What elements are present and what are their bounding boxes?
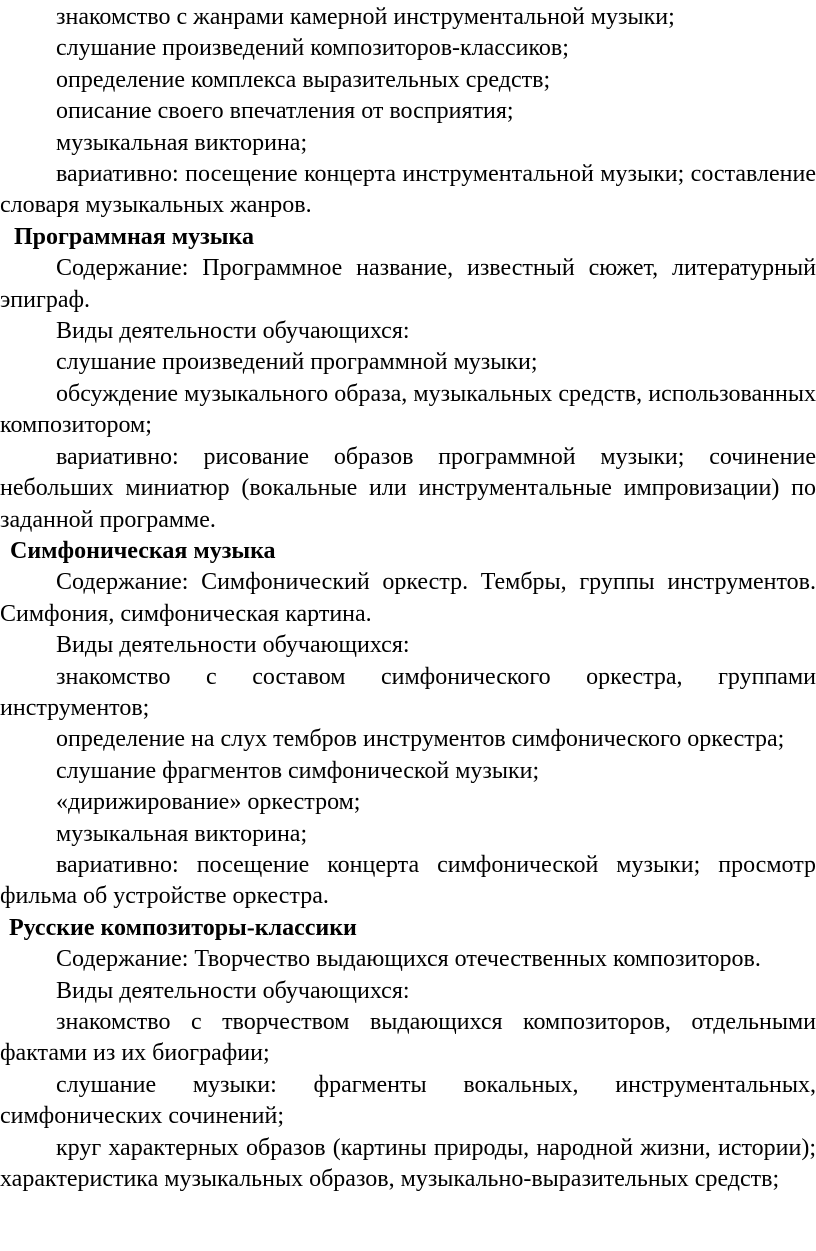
section-heading-russian-composers: Русские композиторы-классики [9, 914, 357, 941]
section-heading-program-music: Программная музыка [14, 223, 254, 250]
intro-paragraph: слушание произведений композиторов-классиков; [56, 35, 569, 62]
intro-paragraph: определение комплекса выразительных средств; [56, 66, 551, 93]
section-paragraph: обсуждение музыкального образа, музыкальных средств, использованных композитором; [0, 380, 816, 439]
section-paragraph: Виды деятельности обучающихся: [56, 977, 410, 1004]
section-paragraph: Виды деятельности обучающихся: [56, 318, 410, 345]
intro-paragraph: музыкальная викторина; [56, 129, 308, 156]
section-paragraph: круг характерных образов (картины природы, народной жизни, истории); характеристика музыкальных образов, музыкально-выразительных средств; [0, 1134, 816, 1193]
section-paragraph: слушание произведений программной музыки; [56, 349, 538, 376]
section-paragraph: знакомство с составом симфонического оркестра, группами инструментов; [0, 663, 816, 721]
section-paragraph: вариативно: рисование образов программной музыки; сочинение небольших миниатюр (вокальные или инструментальные импровизации) по заданной программе. [0, 443, 816, 533]
intro-paragraph: вариативно: посещение концерта инструментальной музыки; составление словаря музыкальных жанров. [0, 161, 816, 219]
section-paragraph: музыкальная викторина; [56, 820, 308, 847]
section-heading-symphonic-music: Симфоническая музыка [10, 537, 276, 564]
section-paragraph: Содержание: Программное название, известный сюжет, литературный эпиграф. [0, 255, 816, 313]
intro-paragraph: описание своего впечатления от восприятия; [56, 98, 514, 125]
section-paragraph: Содержание: Симфонический оркестр. Тембры, группы инструментов. Симфония, симфоническая картина. [0, 569, 816, 627]
section-paragraph: Виды деятельности обучающихся: [56, 632, 410, 659]
section-paragraph: вариативно: посещение концерта симфонической музыки; просмотр фильма об устройстве оркестра. [0, 851, 816, 910]
section-paragraph: «дирижирование» оркестром; [56, 789, 361, 816]
section-paragraph: слушание фрагментов симфонической музыки; [56, 757, 540, 784]
section-paragraph: определение на слух тембров инструментов симфонического оркестра; [56, 726, 785, 753]
intro-paragraph: знакомство с жанрами камерной инструментальной музыки; [56, 4, 675, 30]
section-paragraph: знакомство с творчеством выдающихся композиторов, отдельными фактами из их биографии; [0, 1009, 816, 1067]
section-paragraph: Содержание: Творчество выдающихся отечественных композиторов. [56, 946, 761, 973]
section-paragraph: слушание музыки: фрагменты вокальных, инструментальных, симфонических сочинений; [0, 1071, 816, 1130]
